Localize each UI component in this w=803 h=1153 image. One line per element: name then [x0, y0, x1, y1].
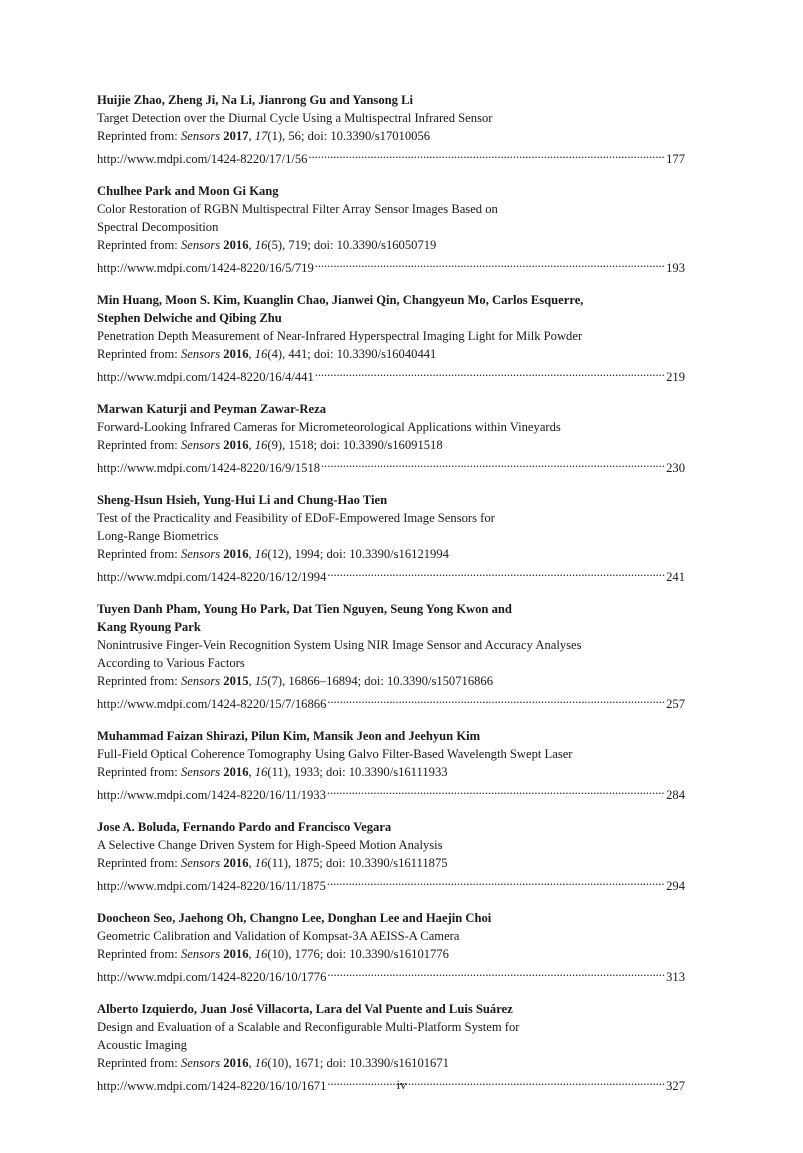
volume: 16 — [254, 856, 268, 870]
entry-page-number: 327 — [666, 1079, 685, 1093]
journal-name: Sensors — [180, 765, 221, 779]
year: 2016 — [223, 856, 249, 870]
entry-title: Penetration Depth Measurement of Near-Infrared Hyperspectral Imaging Light for Milk Powder — [97, 329, 583, 343]
year: 2016 — [223, 238, 249, 252]
pages-doi: , 16866–16894; doi: 10.3390/s150716866 — [282, 674, 494, 688]
entry-citation: Reprinted from: Sensors 2015, 15(7), 16866–16894; doi: 10.3390/s150716866 — [97, 674, 494, 688]
entry-authors: Huijie Zhao, Zheng Ji, Na Li, Jianrong Gu and Yansong Li — [97, 93, 413, 107]
entry-authors: Stephen Delwiche and Qibing Zhu — [97, 311, 282, 325]
volume: 17 — [254, 129, 268, 143]
entry-page-number: 219 — [666, 370, 685, 384]
issue: (7) — [267, 674, 283, 688]
toc-entry — [97, 818, 685, 895]
year: 2016 — [223, 347, 249, 361]
entry-title: According to Various Factors — [97, 656, 245, 670]
toc-entry — [97, 491, 685, 586]
entry-page-number: 193 — [666, 261, 685, 275]
entry-title: Geometric Calibration and Validation of Kompsat-3A AEISS-A Camera — [97, 929, 460, 943]
year: 2015 — [223, 674, 249, 688]
entry-link-line — [97, 963, 685, 986]
table-of-contents — [97, 91, 685, 1109]
entry-authors: Tuyen Danh Pham, Young Ho Park, Dat Tien Nguyen, Seung Yong Kwon and — [97, 602, 512, 616]
year: 2016 — [223, 547, 249, 561]
entry-url-link[interactable]: http://www.mdpi.com/1424-8220/16/11/1875 — [97, 879, 326, 893]
entry-authors: Sheng-Hsun Hsieh, Yung-Hui Li and Chung-Hao Tien — [97, 493, 388, 507]
entry-citation: Reprinted from: Sensors 2016, 16(11), 1933; doi: 10.3390/s16111933 — [97, 765, 448, 779]
toc-entry — [97, 600, 685, 713]
entry-url-link[interactable]: http://www.mdpi.com/1424-8220/15/7/16866 — [97, 697, 327, 711]
entry-citation: Reprinted from: Sensors 2016, 16(12), 1994; doi: 10.3390/s16121994 — [97, 547, 449, 561]
pages-doi: , 1671; doi: 10.3390/s16101671 — [288, 1056, 449, 1070]
entry-link-line — [97, 563, 685, 586]
volume: 16 — [254, 438, 268, 452]
volume: 16 — [254, 238, 268, 252]
entry-title: A Selective Change Driven System for High-Speed Motion Analysis — [97, 838, 443, 852]
entry-page-number: 241 — [666, 570, 685, 584]
reprinted-label: Reprinted from: — [97, 238, 178, 252]
entry-link-line — [97, 363, 685, 386]
entry-page-number: 284 — [666, 788, 685, 802]
toc-entry — [97, 400, 685, 477]
entry-citation: Reprinted from: Sensors 2016, 16(4), 441; doi: 10.3390/s16040441 — [97, 347, 437, 361]
entry-authors: Chulhee Park and Moon Gi Kang — [97, 184, 279, 198]
pages-doi: , 56; doi: 10.3390/s17010056 — [282, 129, 431, 143]
entry-title: Acoustic Imaging — [97, 1038, 187, 1052]
pages-doi: , 1875; doi: 10.3390/s16111875 — [287, 856, 448, 870]
journal-name: Sensors — [180, 1056, 221, 1070]
volume: 16 — [254, 1056, 268, 1070]
volume: 16 — [254, 765, 268, 779]
pages-doi: , 441; doi: 10.3390/s16040441 — [282, 347, 437, 361]
reprinted-label: Reprinted from: — [97, 1056, 178, 1070]
entry-page-number: 313 — [666, 970, 685, 984]
reprinted-label: Reprinted from: — [97, 438, 178, 452]
issue: (11) — [267, 856, 288, 870]
entry-page-number: 257 — [666, 697, 685, 711]
entry-title: Target Detection over the Diurnal Cycle Using a Multispectral Infrared Sensor — [97, 111, 493, 125]
entry-link-line — [97, 781, 685, 804]
pages-doi: , 1518; doi: 10.3390/s16091518 — [282, 438, 443, 452]
entry-link-line — [97, 254, 685, 277]
entry-url-link[interactable]: http://www.mdpi.com/1424-8220/16/11/1933 — [97, 788, 326, 802]
entry-title: Nonintrusive Finger-Vein Recognition System Using NIR Image Sensor and Accuracy Analyses — [97, 638, 582, 652]
issue: (9) — [267, 438, 283, 452]
toc-entry — [97, 909, 685, 986]
entry-authors: Doocheon Seo, Jaehong Oh, Changno Lee, Donghan Lee and Haejin Choi — [97, 911, 492, 925]
entry-citation: Reprinted from: Sensors 2016, 16(10), 1671; doi: 10.3390/s16101671 — [97, 1056, 449, 1070]
issue: (4) — [267, 347, 283, 361]
journal-name: Sensors — [180, 674, 221, 688]
reprinted-label: Reprinted from: — [97, 547, 178, 561]
dot-leader — [308, 145, 665, 163]
dot-leader — [315, 254, 665, 272]
entry-authors: Muhammad Faizan Shirazi, Pilun Kim, Mansik Jeon and Jeehyun Kim — [97, 729, 481, 743]
entry-title: Full-Field Optical Coherence Tomography Using Galvo Filter-Based Wavelength Swept Laser — [97, 747, 573, 761]
entry-title: Color Restoration of RGBN Multispectral Filter Array Sensor Images Based on — [97, 202, 498, 216]
journal-name: Sensors — [180, 438, 221, 452]
entry-authors: Min Huang, Moon S. Kim, Kuanglin Chao, Jianwei Qin, Changyeun Mo, Carlos Esquerre, — [97, 293, 584, 307]
year: 2016 — [223, 765, 249, 779]
reprinted-label: Reprinted from: — [97, 765, 178, 779]
entry-url-link[interactable]: http://www.mdpi.com/1424-8220/16/5/719 — [97, 261, 314, 275]
year: 2016 — [223, 947, 249, 961]
dot-leader — [327, 781, 665, 799]
entry-title: Long-Range Biometrics — [97, 529, 219, 543]
entry-page-number: 230 — [666, 461, 685, 475]
entry-authors: Jose A. Boluda, Fernando Pardo and Francisco Vegara — [97, 820, 392, 834]
page-number: iv — [396, 1078, 407, 1092]
dot-leader — [327, 563, 665, 581]
entry-authors: Alberto Izquierdo, Juan José Villacorta, Lara del Val Puente and Luis Suárez — [97, 1002, 513, 1016]
entry-title: Design and Evaluation of a Scalable and Reconfigurable Multi-Platform System for — [97, 1020, 520, 1034]
entry-page-number: 177 — [666, 152, 685, 166]
entry-title: Spectral Decomposition — [97, 220, 219, 234]
issue: (10) — [267, 1056, 289, 1070]
reprinted-label: Reprinted from: — [97, 856, 178, 870]
entry-title: Test of the Practicality and Feasibility of EDoF-Empowered Image Sensors for — [97, 511, 495, 525]
entry-authors: Marwan Katurji and Peyman Zawar-Reza — [97, 402, 326, 416]
entry-citation: Reprinted from: Sensors 2016, 16(5), 719; doi: 10.3390/s16050719 — [97, 238, 437, 252]
dot-leader — [315, 363, 665, 381]
journal-name: Sensors — [180, 347, 221, 361]
reprinted-label: Reprinted from: — [97, 347, 178, 361]
dot-leader — [327, 872, 665, 890]
issue: (5) — [267, 238, 283, 252]
reprinted-label: Reprinted from: — [97, 947, 178, 961]
journal-name: Sensors — [180, 856, 221, 870]
dot-leader — [327, 690, 665, 708]
entry-url-link[interactable]: http://www.mdpi.com/1424-8220/16/9/1518 — [97, 461, 321, 475]
entry-url-link[interactable]: http://www.mdpi.com/1424-8220/16/10/1671 — [97, 1079, 327, 1093]
entry-url-link[interactable]: http://www.mdpi.com/1424-8220/16/10/1776 — [97, 970, 327, 984]
dot-leader — [321, 454, 665, 472]
volume: 15 — [254, 674, 268, 688]
volume: 16 — [254, 947, 268, 961]
journal-name: Sensors — [180, 238, 221, 252]
year: 2017 — [223, 129, 249, 143]
entry-link-line — [97, 454, 685, 477]
pages-doi: , 1933; doi: 10.3390/s16111933 — [287, 765, 448, 779]
entry-citation: Reprinted from: Sensors 2016, 16(11), 1875; doi: 10.3390/s16111875 — [97, 856, 448, 870]
entry-title: Forward-Looking Infrared Cameras for Micrometeorological Applications within Vineyards — [97, 420, 561, 434]
dot-leader — [327, 963, 665, 981]
pages-doi: , 719; doi: 10.3390/s16050719 — [282, 238, 437, 252]
issue: (12) — [267, 547, 289, 561]
pages-doi: , 1776; doi: 10.3390/s16101776 — [288, 947, 449, 961]
issue: (1) — [267, 129, 283, 143]
journal-name: Sensors — [180, 547, 221, 561]
issue: (10) — [267, 947, 289, 961]
entry-link-line — [97, 145, 685, 168]
entry-url-link[interactable]: http://www.mdpi.com/1424-8220/16/4/441 — [97, 370, 314, 384]
entry-url-link[interactable]: http://www.mdpi.com/1424-8220/16/12/1994 — [97, 570, 327, 584]
journal-name: Sensors — [180, 129, 221, 143]
entry-page-number: 294 — [666, 879, 685, 893]
entry-link-line — [97, 690, 685, 713]
volume: 16 — [254, 347, 268, 361]
reprinted-label: Reprinted from: — [97, 674, 178, 688]
entry-citation: Reprinted from: Sensors 2016, 16(9), 1518; doi: 10.3390/s16091518 — [97, 438, 443, 452]
toc-entry — [97, 291, 685, 386]
toc-entry — [97, 91, 685, 168]
entry-authors: Kang Ryoung Park — [97, 620, 201, 634]
toc-entry — [97, 182, 685, 277]
toc-entry — [97, 727, 685, 804]
reprinted-label: Reprinted from: — [97, 129, 178, 143]
journal-name: Sensors — [180, 947, 221, 961]
entry-citation: Reprinted from: Sensors 2016, 16(10), 1776; doi: 10.3390/s16101776 — [97, 947, 449, 961]
volume: 16 — [254, 547, 268, 561]
entry-citation: Reprinted from: Sensors 2017, 17(1), 56; doi: 10.3390/s17010056 — [97, 129, 431, 143]
issue: (11) — [267, 765, 288, 779]
entry-url-link[interactable]: http://www.mdpi.com/1424-8220/17/1/56 — [97, 152, 308, 166]
entry-link-line — [97, 872, 685, 895]
year: 2016 — [223, 1056, 249, 1070]
pages-doi: , 1994; doi: 10.3390/s16121994 — [288, 547, 449, 561]
year: 2016 — [223, 438, 249, 452]
